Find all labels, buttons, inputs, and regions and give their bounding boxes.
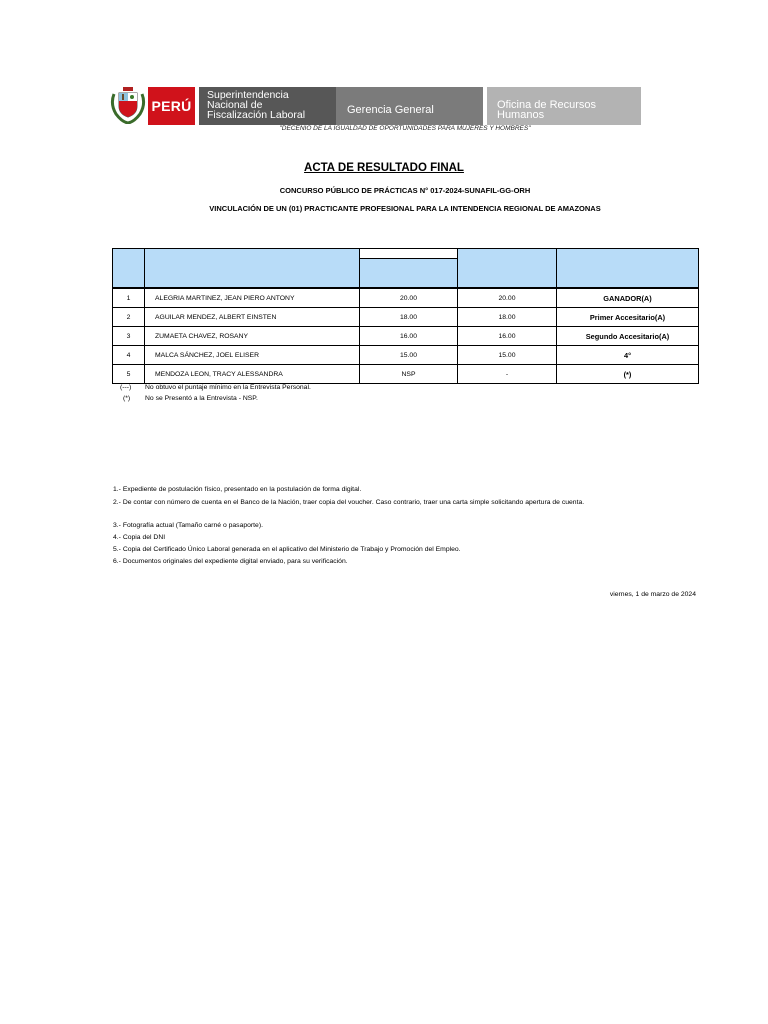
score-1: 18.00 — [360, 308, 458, 327]
header-cell — [145, 249, 360, 288]
result: GANADOR(A) — [557, 289, 699, 308]
result: 4° — [557, 346, 699, 365]
header-cell — [557, 249, 699, 288]
row-number: 2 — [113, 308, 145, 327]
score-2: 18.00 — [458, 308, 557, 327]
institution-line: Superintendencia — [207, 89, 289, 101]
legend-symbol: (---) — [120, 384, 132, 391]
candidate-name: MALCA SÁNCHEZ, JOEL ELISER — [145, 346, 360, 365]
table-row — [113, 327, 699, 346]
score-1: 15.00 — [360, 346, 458, 365]
result: (*) — [557, 365, 699, 384]
result: Primer Accesitario(A) — [557, 308, 699, 327]
position-subtitle: VINCULACIÓN DE UN (01) PRACTICANTE PROFESIONAL PARA LA INTENDENCIA REGIONAL DE AMAZONAS — [209, 204, 601, 213]
oficina-label — [487, 87, 641, 125]
score-2: - — [458, 365, 557, 384]
table-row — [113, 308, 699, 327]
table-row — [113, 289, 699, 308]
result: Segundo Accesitario(A) — [557, 327, 699, 346]
oficina-line: Oficina de Recursos — [497, 99, 597, 111]
requirement-item: 1.- Expediente de postulación físico, presentado en la postulación de forma digital. — [113, 486, 362, 493]
coat-of-arms-icon — [110, 86, 146, 124]
requirement-item: 3.- Fotografía actual (Tamaño carné o pasaporte). — [113, 522, 263, 529]
score-1: NSP — [360, 365, 458, 384]
row-number: 3 — [113, 327, 145, 346]
document-title: ACTA DE RESULTADO FINAL — [304, 162, 464, 174]
oficina-line: Humanos — [497, 109, 545, 121]
legend-symbol: (*) — [123, 395, 131, 402]
row-number: 5 — [113, 365, 145, 384]
institution-line: Fiscalización Laboral — [207, 109, 306, 121]
contest-subtitle: CONCURSO PÚBLICO DE PRÁCTICAS N° 017-2024-SUNAFIL-GG-ORH — [279, 186, 531, 195]
candidate-name: ZUMAETA CHAVEZ, ROSANY — [145, 327, 360, 346]
requirement-item: 4.- Copia del DNI — [113, 534, 166, 541]
header-cell — [458, 249, 557, 288]
score-1: 16.00 — [360, 327, 458, 346]
row-number: 4 — [113, 346, 145, 365]
table-header-row — [113, 249, 699, 259]
requirement-item: 6.- Documentos originales del expediente digital enviado, para su verificación. — [113, 558, 348, 565]
header-cell — [360, 259, 458, 288]
score-2: 16.00 — [458, 327, 557, 346]
candidate-name: MENDOZA LEON, TRACY ALESSANDRA — [145, 365, 360, 384]
decenio-slogan: "DECENIO DE LA IGUALDAD DE OPORTUNIDADES PARA MUJERES Y HOMBRES" — [279, 125, 531, 132]
score-2: 20.00 — [458, 289, 557, 308]
candidate-name: ALEGRIA MARTINEZ, JEAN PIERO ANTONY — [145, 289, 360, 308]
table-row — [113, 346, 699, 365]
gerencia-label — [336, 87, 483, 125]
requirement-item: 5.- Copia del Certificado Único Laboral generada en el aplicativo del Ministerio de Trabajo y Promoción del Empleo. — [113, 546, 461, 553]
gerencia-text: Gerencia General — [347, 104, 434, 116]
institution-line: Nacional de — [207, 99, 263, 111]
header-cell — [360, 249, 458, 259]
peru-logo — [148, 87, 195, 125]
institution-name — [199, 87, 336, 125]
table-row — [113, 365, 699, 384]
peru-logo-text: PERÚ — [151, 98, 192, 114]
score-1: 20.00 — [360, 289, 458, 308]
candidate-name: AGUILAR MENDEZ, ALBERT EINSTEN — [145, 308, 360, 327]
row-number: 1 — [113, 289, 145, 308]
header-cell — [113, 249, 145, 288]
score-2: 15.00 — [458, 346, 557, 365]
document-date: viernes, 1 de marzo de 2024 — [609, 591, 696, 598]
legend-text: No obtuvo el puntaje mínimo en la Entrevista Personal. — [145, 384, 311, 391]
requirement-item: 2.- De contar con número de cuenta en el Banco de la Nación, traer copia del voucher. Caso contrario, traer una carta simple solicitando apertura de cuenta. — [113, 499, 585, 506]
legend-text: No se Presentó a la Entrevista - NSP. — [145, 395, 258, 402]
results-table — [112, 248, 699, 384]
